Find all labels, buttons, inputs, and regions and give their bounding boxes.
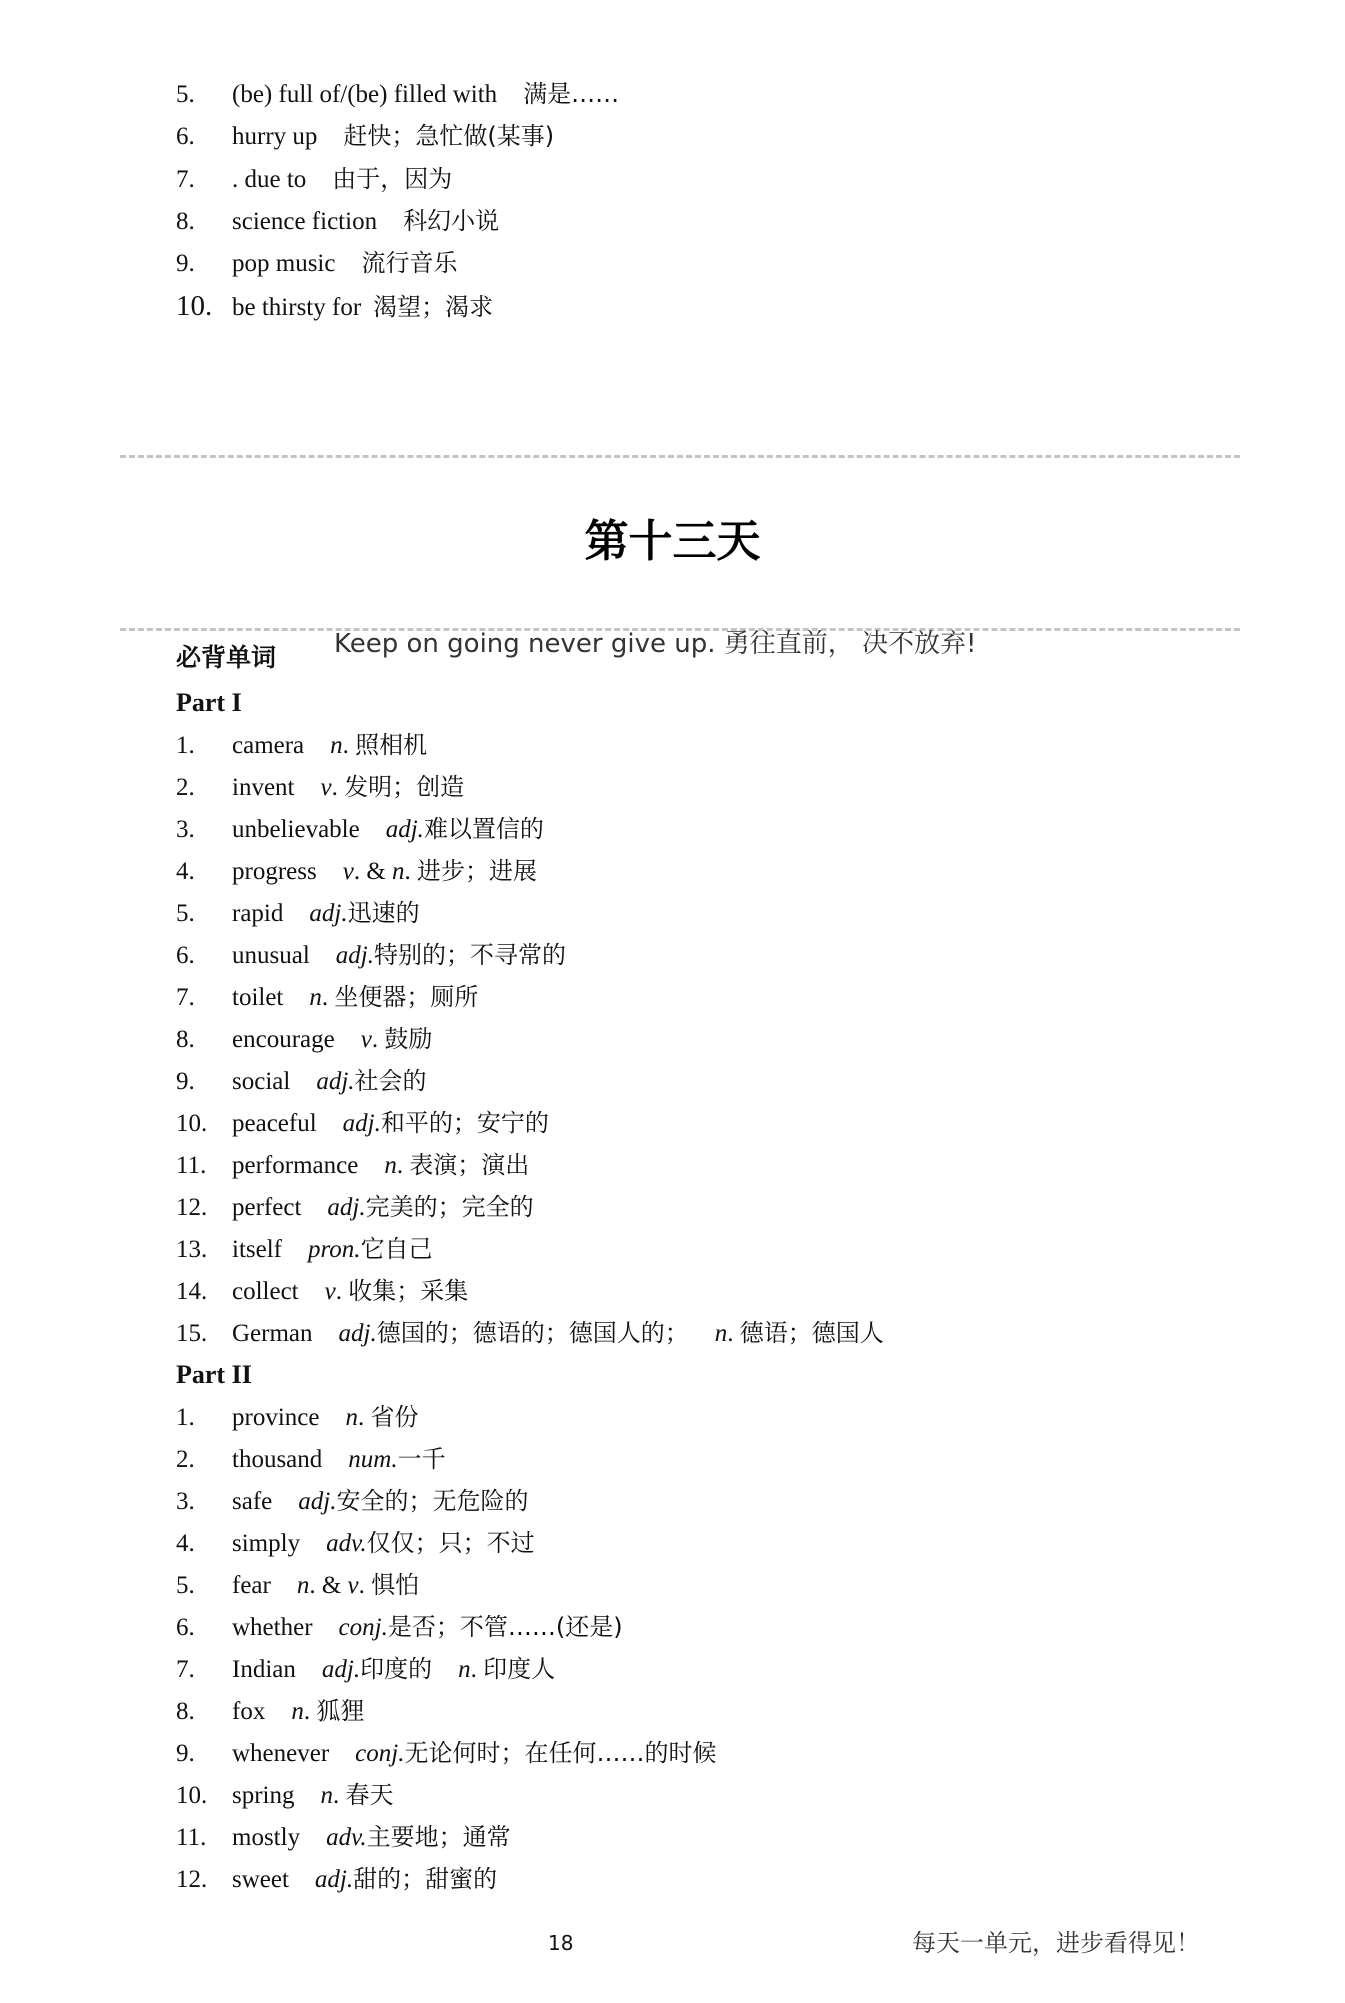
- word-chinese: 坐便器；厕所: [334, 983, 479, 1011]
- word-english: social: [232, 1068, 291, 1095]
- word-english: performance: [232, 1152, 359, 1179]
- word-chinese: 发明；创造: [344, 773, 465, 801]
- word-item: [176, 1481, 528, 1521]
- word-english: sweet: [232, 1866, 289, 1893]
- phrase-item: [176, 201, 499, 241]
- part-of-speech-2: n: [458, 1656, 471, 1683]
- part-of-speech: n: [330, 732, 343, 759]
- word-chinese: 惧怕: [371, 1571, 420, 1599]
- part-of-speech: conj.: [355, 1740, 405, 1767]
- word-item: [176, 1313, 884, 1353]
- phrase-item: [176, 286, 493, 326]
- part-of-speech: n: [384, 1152, 397, 1179]
- separator: .: [331, 774, 338, 801]
- item-number: 9.: [176, 250, 195, 277]
- word-english: whenever: [232, 1740, 330, 1767]
- word-chinese: 收集；采集: [348, 1277, 469, 1305]
- word-english: province: [232, 1404, 320, 1431]
- separator: .: [470, 1656, 477, 1683]
- word-chinese-2: 印度人: [483, 1655, 556, 1683]
- word-chinese: 难以置信的: [423, 815, 544, 843]
- item-number: 1.: [176, 732, 195, 759]
- word-chinese: 和平的；安宁的: [380, 1109, 549, 1137]
- separator: .: [342, 732, 349, 759]
- word-english: fox: [232, 1698, 266, 1725]
- word-item: [176, 1523, 535, 1563]
- separator: . &: [353, 858, 393, 885]
- item-number: 6.: [176, 123, 195, 150]
- item-number: 5.: [176, 1572, 195, 1599]
- item-number: 7.: [176, 166, 195, 193]
- word-english: encourage: [232, 1026, 335, 1053]
- word-item: [176, 809, 544, 849]
- part-of-speech-2: n: [714, 1320, 728, 1347]
- word-item: [176, 1691, 364, 1731]
- phrase-english: (be) full of/(be) filled with: [232, 81, 498, 108]
- item-number: 9.: [176, 1068, 195, 1095]
- separator: .: [358, 1572, 365, 1599]
- part-of-speech: n: [345, 1404, 358, 1431]
- part-of-speech: adj.: [338, 1320, 377, 1347]
- word-english: spring: [232, 1782, 295, 1809]
- item-number: 3.: [176, 1488, 195, 1515]
- phrase-english: hurry up: [232, 123, 318, 150]
- item-number: 11.: [176, 1152, 207, 1179]
- section-heading: 必背单词: [176, 643, 277, 672]
- item-number: 4.: [176, 1530, 195, 1557]
- word-english: Indian: [232, 1656, 296, 1683]
- word-english: camera: [232, 732, 305, 759]
- word-english: safe: [232, 1488, 273, 1515]
- word-item: [176, 1061, 427, 1101]
- motto-text: Keep on going never give up. 勇往直前， 决不放弃!: [334, 629, 977, 659]
- phrase-english: . due to: [232, 166, 307, 193]
- word-item: [176, 1649, 555, 1689]
- word-item: [176, 1187, 534, 1227]
- part-of-speech: v: [342, 858, 354, 885]
- separator: .: [335, 1278, 342, 1305]
- word-chinese: 完美的；完全的: [365, 1193, 534, 1221]
- word-chinese: 它自己: [360, 1235, 433, 1263]
- phrase-english: science fiction: [232, 208, 378, 235]
- part-of-speech: adj.: [309, 900, 348, 927]
- word-item: [176, 1019, 432, 1059]
- word-english: unusual: [232, 942, 310, 969]
- word-chinese: 甜的；甜蜜的: [353, 1865, 498, 1893]
- phrase-english: be thirsty for: [232, 294, 362, 321]
- word-chinese: 安全的；无危险的: [336, 1487, 529, 1515]
- separator: . &: [309, 1572, 348, 1599]
- word-chinese: 一千: [397, 1445, 446, 1473]
- part-of-speech: adv.: [326, 1530, 367, 1557]
- word-chinese: 印度的: [360, 1655, 433, 1683]
- word-item: [176, 1775, 394, 1815]
- item-number: 11.: [176, 1824, 207, 1851]
- item-number: 10.: [176, 1110, 208, 1137]
- word-item: [176, 1565, 419, 1605]
- item-number: 10.: [176, 290, 213, 322]
- word-item: [176, 977, 478, 1017]
- item-number: 8.: [176, 208, 195, 235]
- word-chinese: 进步；进展: [417, 857, 538, 885]
- separator: .: [321, 984, 329, 1011]
- separator: .: [357, 1404, 365, 1431]
- word-item: [176, 1733, 716, 1773]
- item-number: 2.: [176, 1446, 195, 1473]
- word-english: unbelievable: [232, 816, 360, 843]
- item-number: 14.: [176, 1278, 208, 1305]
- part-of-speech: n: [309, 984, 322, 1011]
- word-chinese: 表演；演出: [409, 1151, 530, 1179]
- word-english: collect: [232, 1278, 299, 1305]
- word-chinese: 春天: [345, 1781, 394, 1809]
- word-english: invent: [232, 774, 295, 801]
- phrase-chinese: 赶快；急忙做(某事): [343, 122, 555, 150]
- separator: .: [333, 1782, 340, 1809]
- part-of-speech: v: [320, 774, 332, 801]
- word-chinese: 社会的: [354, 1067, 427, 1095]
- item-number: 8.: [176, 1026, 195, 1053]
- item-number: 2.: [176, 774, 195, 801]
- phrase-item: [176, 74, 619, 114]
- word-chinese: 照相机: [355, 731, 428, 759]
- word-english: mostly: [232, 1824, 301, 1851]
- part-of-speech: adj.: [298, 1488, 337, 1515]
- word-english: whether: [232, 1614, 313, 1641]
- phrase-item: [176, 116, 554, 156]
- separator: .: [727, 1320, 734, 1347]
- part-of-speech: conj.: [338, 1614, 388, 1641]
- item-number: 1.: [176, 1404, 195, 1431]
- part-of-speech: adj.: [314, 1866, 354, 1893]
- word-english: rapid: [232, 900, 284, 927]
- word-item: [176, 1859, 497, 1899]
- word-english: itself: [232, 1236, 282, 1263]
- word-chinese: 鼓励: [384, 1025, 433, 1053]
- footer-slogan: 每天一单元，进步看得见！: [912, 1929, 1200, 1957]
- word-item: [176, 1271, 468, 1311]
- separator: .: [303, 1698, 311, 1725]
- word-english: progress: [232, 858, 317, 885]
- dashed-divider-top: [120, 455, 1240, 458]
- item-number: 5.: [176, 900, 195, 927]
- item-number: 15.: [176, 1320, 208, 1347]
- part-of-speech: adj.: [385, 816, 424, 843]
- item-number: 5.: [176, 81, 195, 108]
- item-number: 9.: [176, 1740, 195, 1767]
- word-english: thousand: [232, 1446, 323, 1473]
- part-2-title: Part II: [176, 1360, 252, 1389]
- part-of-speech: adj.: [342, 1110, 381, 1137]
- word-english: German: [232, 1320, 313, 1347]
- item-number: 8.: [176, 1698, 195, 1725]
- word-english: peaceful: [232, 1110, 317, 1137]
- word-english: fear: [232, 1572, 271, 1599]
- word-item: [176, 935, 566, 975]
- phrase-item: [176, 243, 457, 283]
- item-number: 7.: [176, 1656, 195, 1683]
- word-chinese: 省份: [370, 1403, 419, 1431]
- page-number: 18: [548, 1931, 574, 1955]
- phrase-chinese: 科幻小说: [403, 207, 500, 235]
- phrase-english: pop music: [232, 250, 336, 277]
- item-number: 4.: [176, 858, 195, 885]
- separator: .: [404, 858, 411, 885]
- word-english: simply: [232, 1530, 301, 1557]
- word-item: [176, 1439, 446, 1479]
- word-item: [176, 1817, 511, 1857]
- part-of-speech: adv.: [326, 1824, 367, 1851]
- word-item: [176, 1229, 433, 1269]
- part-of-speech: n: [320, 1782, 333, 1809]
- item-number: 10.: [176, 1782, 208, 1809]
- word-item: [176, 725, 427, 765]
- word-item: [176, 851, 537, 891]
- phrase-chinese: 由于，因为: [332, 165, 453, 193]
- word-item: [176, 767, 464, 807]
- separator: .: [396, 1152, 404, 1179]
- word-chinese: 狐狸: [316, 1697, 365, 1725]
- part-of-speech: adj.: [321, 1656, 361, 1683]
- word-chinese: 是否；不管……(还是): [387, 1613, 623, 1641]
- word-item: [176, 1145, 529, 1185]
- part-of-speech: num.: [348, 1446, 398, 1473]
- item-number: 6.: [176, 1614, 195, 1641]
- part-1-title: Part I: [176, 688, 242, 717]
- part-of-speech: pron.: [308, 1236, 361, 1263]
- word-item: [176, 1397, 418, 1437]
- item-number: 3.: [176, 816, 195, 843]
- word-chinese: 仅仅；只；不过: [366, 1529, 535, 1557]
- word-english: toilet: [232, 984, 284, 1011]
- phrase-chinese: 渴望；渴求: [373, 293, 494, 321]
- word-item: [176, 893, 420, 933]
- part-of-speech-2: v: [347, 1572, 359, 1599]
- part-of-speech: v: [360, 1026, 372, 1053]
- part-of-speech: n: [291, 1698, 304, 1725]
- word-chinese: 德国的；德语的；德国人的；: [376, 1319, 689, 1347]
- word-item: [176, 1103, 549, 1143]
- item-number: 7.: [176, 984, 195, 1011]
- part-of-speech: v: [324, 1278, 336, 1305]
- item-number: 6.: [176, 942, 195, 969]
- word-english: perfect: [232, 1194, 302, 1221]
- part-of-speech: adj.: [327, 1194, 366, 1221]
- phrase-chinese: 满是……: [523, 80, 620, 108]
- part-of-speech: n: [296, 1572, 310, 1599]
- item-number: 12.: [176, 1866, 208, 1893]
- separator: .: [371, 1026, 379, 1053]
- word-item: [176, 1607, 623, 1647]
- item-number: 13.: [176, 1236, 208, 1263]
- word-chinese: 特别的；不寻常的: [373, 941, 566, 969]
- word-chinese: 迅速的: [347, 899, 420, 927]
- part-of-speech-2: n: [392, 858, 405, 885]
- item-number: 12.: [176, 1194, 208, 1221]
- day-title: 第十三天: [584, 516, 761, 567]
- word-chinese-2: 德语；德国人: [739, 1319, 884, 1347]
- word-chinese: 主要地；通常: [366, 1823, 511, 1851]
- phrase-item: [176, 159, 452, 199]
- part-of-speech: adj.: [335, 942, 374, 969]
- part-of-speech: adj.: [316, 1068, 355, 1095]
- word-chinese: 无论何时；在任何……的时候: [404, 1739, 717, 1767]
- phrase-chinese: 流行音乐: [361, 249, 458, 277]
